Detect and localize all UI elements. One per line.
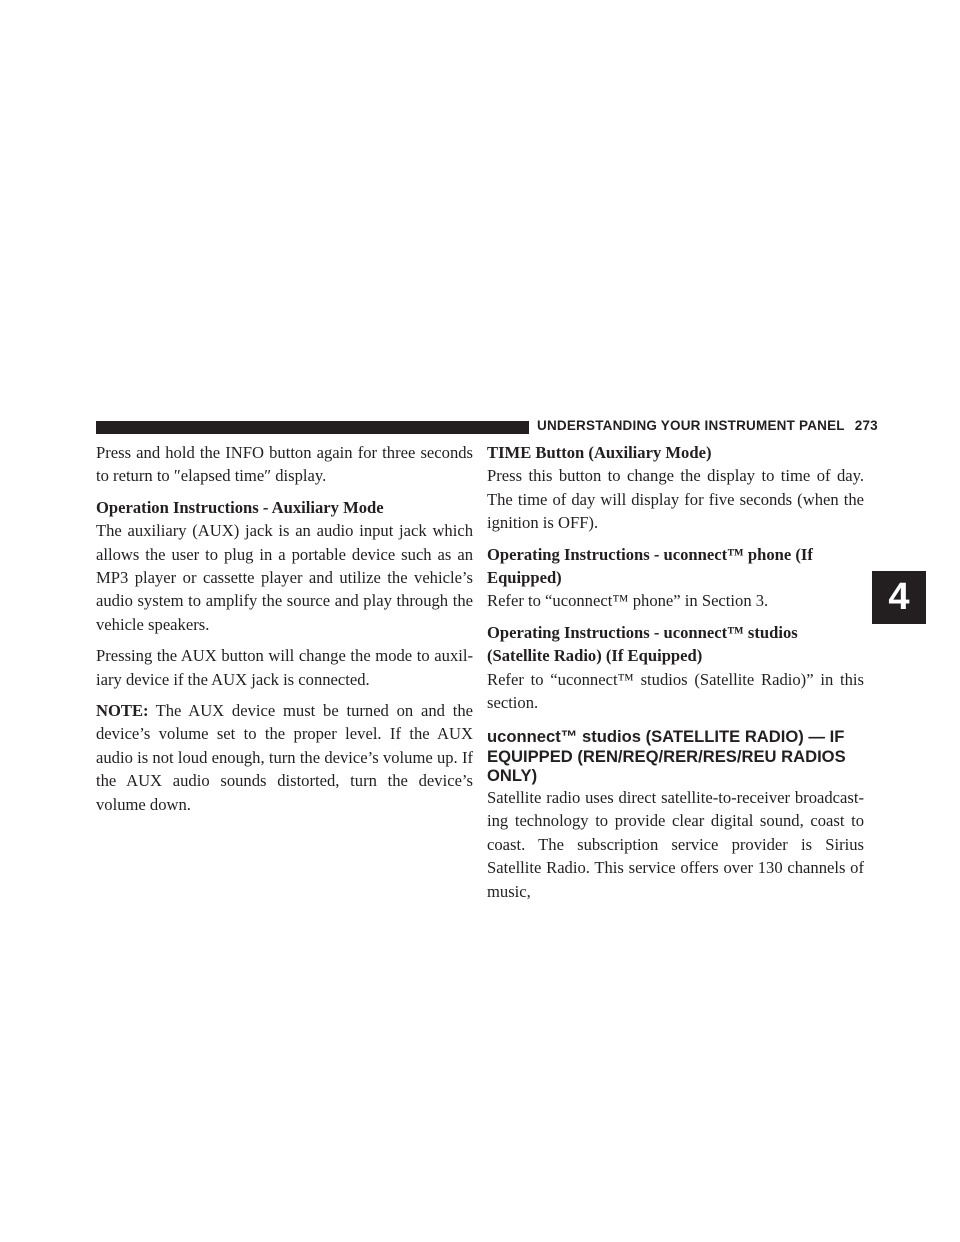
right-column — [487, 441, 864, 903]
left-column — [96, 441, 473, 816]
note-paragraph — [96, 699, 473, 816]
paragraph: Satellite radio uses direct satellite-to-receiver broadcast-ing technology to provide clear digital sound, coast to coast. The subscription service provider is Sirius Satellite Radio. This service offers over 130 channels of music, — [487, 787, 864, 901]
page-number: 273 — [854, 418, 878, 433]
paragraph: Pressing the AUX button will change the mode to auxil-iary device if the AUX jack is connected. — [96, 646, 473, 689]
header-rule — [96, 421, 529, 434]
paragraph: Refer to “uconnect™ studios (Satellite Radio)” in this section. — [487, 669, 864, 713]
note-label: NOTE: — [96, 701, 149, 721]
section-heading-satellite-radio: uconnect™ studios (SATELLITE RADIO) — IF EQUIPPED (REN/REQ/RER/RES/REU RADIOS ONLY) — [487, 727, 846, 786]
paragraph: The auxiliary (AUX) jack is an audio input jack which allows the user to plug in a portable device such as an MP3 player or cassette player and utilize the vehicle’s audio system to amplify the source and play through the vehicle speakers. — [96, 521, 473, 634]
subheading-time-button: TIME Button (Auxiliary Mode) — [487, 443, 712, 462]
subheading-uconnect-studios: Operating Instructions - uconnect™ studios (Satellite Radio) (If Equipped) — [487, 622, 798, 666]
running-header — [537, 418, 878, 433]
paragraph: Refer to “uconnect™ phone” in Section 3. — [487, 591, 769, 611]
paragraph: Press this button to change the display to time of day. The time of day will display for five seconds (when the ignition is OFF). — [487, 466, 864, 533]
chapter-tab: 4 — [872, 571, 926, 624]
section-title: UNDERSTANDING YOUR INSTRUMENT PANEL — [537, 418, 845, 433]
note-text: The AUX device must be turned on and the device’s volume set to the proper level. If the AUX audio is not loud enough, turn the device’s volume up. If the AUX audio sounds distorted, turn the device’s volume down. — [96, 701, 473, 814]
paragraph: Press and hold the INFO button again for three seconds to return to ″elapsed time″ display. — [96, 443, 473, 486]
subheading-auxiliary-mode: Operation Instructions - Auxiliary Mode — [96, 497, 384, 517]
subheading-uconnect-phone: Operating Instructions - uconnect™ phone (If Equipped) — [487, 544, 813, 588]
